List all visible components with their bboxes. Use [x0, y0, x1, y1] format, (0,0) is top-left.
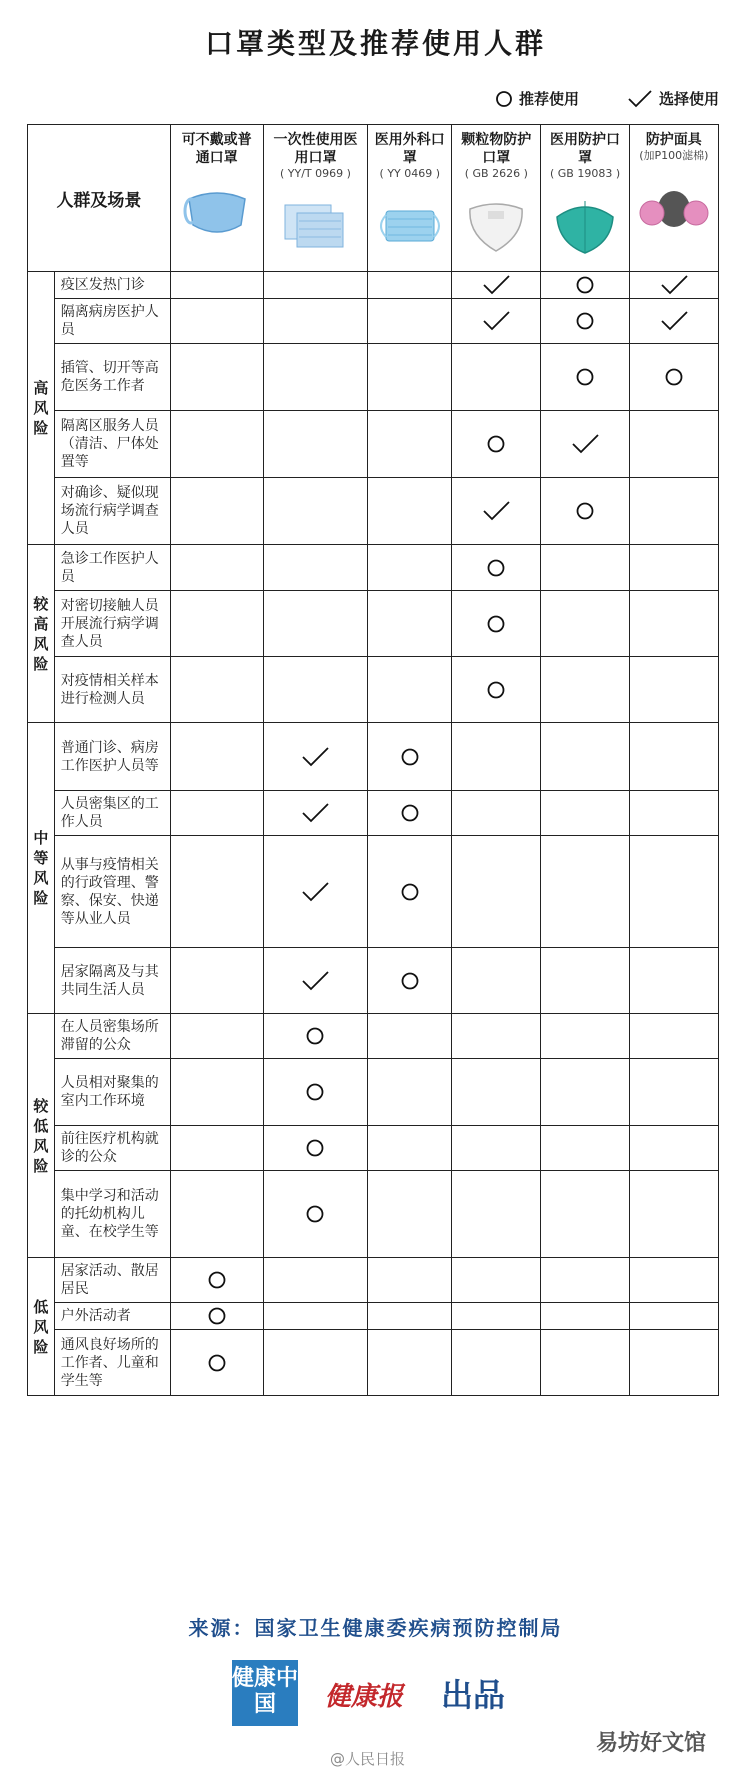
- mark-cell: [541, 1330, 629, 1396]
- source-note: 来源：国家卫生健康委疾病预防控制局: [188, 1616, 563, 1640]
- circle-icon: [400, 971, 420, 991]
- mark-cell: [541, 591, 629, 657]
- mark-cell: [263, 1014, 368, 1059]
- legend-optional-label: 选择使用: [658, 90, 719, 108]
- circle-icon: [575, 275, 595, 295]
- mark-cell: [170, 1014, 263, 1059]
- column-header: [368, 125, 452, 272]
- column-name: 可不戴或普通口罩: [181, 132, 252, 166]
- circle-icon: [575, 367, 595, 387]
- mark-cell: [368, 478, 452, 545]
- n95-mask-icon: [452, 181, 540, 271]
- mark-cell: [452, 344, 541, 411]
- mark-cell: [629, 411, 718, 478]
- check-icon: [300, 881, 330, 903]
- mark-cell: [263, 299, 368, 344]
- mark-cell: [263, 1258, 368, 1303]
- circle-icon: [486, 680, 506, 700]
- scene-cell: 插管、切开等高危医务工作者: [54, 344, 170, 411]
- mark-cell: [170, 1330, 263, 1396]
- mark-cell: [368, 1059, 452, 1126]
- mark-cell: [263, 836, 368, 948]
- mark-cell: [263, 1059, 368, 1126]
- scene-cell: 对疫情相关样本进行检测人员: [54, 657, 170, 723]
- scene-cell: 人员密集区的工作人员: [54, 791, 170, 836]
- mark-cell: [368, 1171, 452, 1258]
- scene-cell: 前往医疗机构就诊的公众: [54, 1126, 170, 1171]
- mark-cell: [541, 1059, 629, 1126]
- mark-cell: [368, 836, 452, 948]
- mark-cell: [629, 723, 718, 791]
- page-title: 口罩类型及推荐使用人群: [204, 27, 546, 60]
- surgical-mask-icon: [368, 181, 451, 271]
- mark-cell: [170, 411, 263, 478]
- mark-cell: [541, 411, 629, 478]
- column-standard: ( GB 2626 ): [464, 167, 528, 180]
- scene-cell: 普通门诊、病房工作医护人员等: [54, 723, 170, 791]
- mark-cell: [170, 836, 263, 948]
- mark-cell: [541, 1126, 629, 1171]
- table-row: [28, 1014, 719, 1059]
- mark-cell: [368, 791, 452, 836]
- scene-cell: 疫区发热门诊: [54, 272, 170, 299]
- circle-icon: [664, 367, 684, 387]
- mark-cell: [452, 545, 541, 591]
- mark-cell: [263, 1330, 368, 1396]
- legend-recommend: [495, 88, 579, 109]
- weibo-watermark: @人民日报: [330, 1750, 406, 1768]
- mark-cell: [170, 657, 263, 723]
- column-standard: ( YY 0469 ): [379, 167, 441, 180]
- circle-icon: [400, 882, 420, 902]
- circle-icon: [400, 747, 420, 767]
- scene-cell: 对密切接触人员开展流行病学调查人员: [54, 591, 170, 657]
- scene-cell: 集中学习和活动的托幼机构儿童、在校学生等: [54, 1171, 170, 1258]
- mark-cell: [452, 1059, 541, 1126]
- scene-cell: 居家隔离及与其共同生活人员: [54, 948, 170, 1014]
- mark-cell: [541, 344, 629, 411]
- mark-cell: [263, 657, 368, 723]
- mark-cell: [368, 299, 452, 344]
- circle-icon: [486, 614, 506, 634]
- table-row: [28, 411, 719, 478]
- mark-cell: [263, 723, 368, 791]
- mark-cell: [263, 272, 368, 299]
- mark-cell: [541, 1014, 629, 1059]
- risk-level-label: 低风险: [33, 1297, 49, 1356]
- scene-cell: 居家活动、散居居民: [54, 1258, 170, 1303]
- mark-cell: [541, 1303, 629, 1330]
- fabric-mask-icon: [171, 167, 263, 257]
- risk-level: [28, 723, 55, 1014]
- table-row: [28, 1258, 719, 1303]
- produced-label: 出品: [441, 1676, 506, 1714]
- circle-icon: [305, 1026, 325, 1046]
- check-icon: [627, 89, 653, 109]
- mark-cell: [629, 1303, 718, 1330]
- scene-cell: 人员相对聚集的室内工作环境: [54, 1059, 170, 1126]
- column-header: [541, 125, 629, 272]
- mark-cell: [629, 836, 718, 948]
- mark-cell: [541, 1171, 629, 1258]
- column-name: 防护面具: [645, 132, 702, 148]
- legend-recommend-label: 推荐使用: [518, 90, 579, 108]
- mark-cell: [368, 657, 452, 723]
- column-standard: ( YY/T 0969 ): [280, 167, 351, 180]
- risk-level: [28, 1014, 55, 1258]
- mark-cell: [452, 1330, 541, 1396]
- table-row: [28, 1330, 719, 1396]
- scene-cell: 户外活动者: [54, 1303, 170, 1330]
- column-standard: ( GB 19083 ): [549, 167, 621, 180]
- scene-cell: 从事与疫情相关的行政管理、警察、保安、快递等从业人员: [54, 836, 170, 948]
- scene-cell: 在人员密集场所滞留的公众: [54, 1014, 170, 1059]
- mark-cell: [452, 1171, 541, 1258]
- mark-cell: [629, 791, 718, 836]
- mark-cell: [452, 1258, 541, 1303]
- check-icon: [300, 746, 330, 768]
- mark-cell: [368, 1258, 452, 1303]
- mark-cell: [170, 1303, 263, 1330]
- respirator-mask-icon: [630, 163, 718, 253]
- check-icon: [659, 310, 689, 332]
- circle-icon: [305, 1082, 325, 1102]
- mark-cell: [452, 836, 541, 948]
- check-icon: [570, 433, 600, 455]
- table-row: [28, 344, 719, 411]
- mark-cell: [452, 1126, 541, 1171]
- mark-cell: [629, 1126, 718, 1171]
- scene-header: 人群及场景: [28, 125, 171, 272]
- check-icon: [300, 970, 330, 992]
- mark-cell: [629, 545, 718, 591]
- mark-cell: [170, 1171, 263, 1258]
- column-header: [263, 125, 368, 272]
- mark-cell: [452, 723, 541, 791]
- mark-cell: [541, 791, 629, 836]
- mark-cell: [629, 1330, 718, 1396]
- mark-cell: [368, 545, 452, 591]
- column-header: [629, 125, 718, 272]
- mark-cell: [541, 299, 629, 344]
- check-icon: [481, 500, 511, 522]
- medical-respirator-icon: [541, 181, 628, 271]
- mark-cell: [368, 272, 452, 299]
- mark-cell: [629, 1258, 718, 1303]
- mark-cell: [170, 1258, 263, 1303]
- mark-cell: [541, 723, 629, 791]
- risk-level: [28, 272, 55, 545]
- mark-cell: [170, 723, 263, 791]
- column-name: 颗粒物防护口罩: [461, 132, 532, 166]
- mark-cell: [368, 1303, 452, 1330]
- risk-level-label: 较低风险: [33, 1096, 49, 1175]
- mark-cell: [629, 591, 718, 657]
- scene-cell: 隔离病房医护人员: [54, 299, 170, 344]
- mark-cell: [368, 723, 452, 791]
- risk-level: [28, 1258, 55, 1396]
- mark-cell: [368, 344, 452, 411]
- mark-cell: [452, 478, 541, 545]
- mark-cell: [263, 591, 368, 657]
- mark-cell: [368, 1330, 452, 1396]
- mark-cell: [541, 948, 629, 1014]
- table-row: [28, 791, 719, 836]
- mark-cell: [541, 836, 629, 948]
- table-row: [28, 1171, 719, 1258]
- mark-cell: [452, 299, 541, 344]
- mark-cell: [629, 299, 718, 344]
- scene-cell: 隔离区服务人员（清洁、尸体处置等: [54, 411, 170, 478]
- mark-cell: [629, 1171, 718, 1258]
- circle-icon: [400, 803, 420, 823]
- mark-cell: [452, 272, 541, 299]
- mark-cell: [368, 591, 452, 657]
- scene-cell: 急诊工作医护人员: [54, 545, 170, 591]
- mark-cell: [452, 948, 541, 1014]
- mark-cell: [263, 1303, 368, 1330]
- table-row: [28, 836, 719, 948]
- circle-icon: [575, 501, 595, 521]
- table-row: [28, 948, 719, 1014]
- mask-table: [27, 124, 719, 1396]
- mark-cell: [170, 545, 263, 591]
- mark-cell: [170, 948, 263, 1014]
- site-watermark: 易坊好文馆: [596, 1731, 707, 1756]
- mark-cell: [263, 344, 368, 411]
- check-icon: [481, 274, 511, 296]
- mark-cell: [170, 591, 263, 657]
- mark-cell: [629, 478, 718, 545]
- mark-cell: [170, 299, 263, 344]
- mark-cell: [452, 1303, 541, 1330]
- table-row: [28, 272, 719, 299]
- risk-level: [28, 545, 55, 723]
- mark-cell: [452, 791, 541, 836]
- mark-cell: [170, 344, 263, 411]
- risk-level-label: 高风险: [33, 379, 49, 437]
- mark-cell: [629, 344, 718, 411]
- mark-cell: [170, 272, 263, 299]
- mark-cell: [263, 1126, 368, 1171]
- circle-icon: [207, 1353, 227, 1373]
- mark-cell: [541, 272, 629, 299]
- mark-cell: [170, 1126, 263, 1171]
- table-row: [28, 545, 719, 591]
- circle-icon: [305, 1138, 325, 1158]
- mark-cell: [263, 545, 368, 591]
- mark-cell: [263, 1171, 368, 1258]
- table-row: [28, 657, 719, 723]
- mark-cell: [368, 1126, 452, 1171]
- mark-cell: [629, 1059, 718, 1126]
- mark-cell: [629, 272, 718, 299]
- check-icon: [481, 310, 511, 332]
- mark-cell: [629, 948, 718, 1014]
- table-row: [28, 1303, 719, 1330]
- table-row: [28, 1126, 719, 1171]
- mark-cell: [368, 411, 452, 478]
- circle-icon: [575, 311, 595, 331]
- mark-cell: [263, 948, 368, 1014]
- header-row: [28, 125, 719, 272]
- jiankang-zhongguo-logo: 健康中国: [232, 1660, 298, 1726]
- circle-icon: [207, 1270, 227, 1290]
- mark-cell: [452, 657, 541, 723]
- check-icon: [300, 802, 330, 824]
- check-icon: [659, 274, 689, 296]
- table-row: [28, 723, 719, 791]
- legend-optional: [627, 88, 719, 109]
- mark-cell: [452, 591, 541, 657]
- scene-cell: 对确诊、疑似现场流行病学调查人员: [54, 478, 170, 545]
- mark-cell: [170, 1059, 263, 1126]
- circle-icon: [207, 1306, 227, 1326]
- risk-level-label: 中等风险: [33, 829, 49, 907]
- column-name: 医用外科口罩: [374, 132, 445, 166]
- mark-cell: [452, 1014, 541, 1059]
- table-row: [28, 299, 719, 344]
- mark-cell: [263, 478, 368, 545]
- risk-level-label: 较高风险: [33, 594, 49, 673]
- mark-cell: [263, 411, 368, 478]
- mark-cell: [541, 478, 629, 545]
- column-name: 医用防护口罩: [550, 132, 621, 166]
- circle-icon: [495, 90, 513, 108]
- mark-cell: [368, 1014, 452, 1059]
- column-header: [170, 125, 263, 272]
- circle-icon: [305, 1204, 325, 1224]
- circle-icon: [486, 434, 506, 454]
- mark-cell: [541, 1258, 629, 1303]
- mark-cell: [541, 657, 629, 723]
- legend: [495, 88, 719, 109]
- mark-cell: [170, 478, 263, 545]
- column-name: 一次性使用医用口罩: [273, 132, 358, 166]
- table-row: [28, 1059, 719, 1126]
- mark-cell: [263, 791, 368, 836]
- disposable-mask-icon: [264, 181, 368, 271]
- scene-cell: 通风良好场所的工作者、儿童和学生等: [54, 1330, 170, 1396]
- column-header: [452, 125, 541, 272]
- mark-cell: [170, 791, 263, 836]
- table-row: [28, 478, 719, 545]
- mark-cell: [368, 948, 452, 1014]
- mark-cell: [452, 411, 541, 478]
- circle-icon: [486, 558, 506, 578]
- mark-cell: [629, 1014, 718, 1059]
- mark-cell: [629, 657, 718, 723]
- jiankangbao-logo: 健康报: [325, 1682, 404, 1712]
- table-row: [28, 591, 719, 657]
- mark-cell: [541, 545, 629, 591]
- column-standard: (加P100滤棉): [639, 149, 709, 162]
